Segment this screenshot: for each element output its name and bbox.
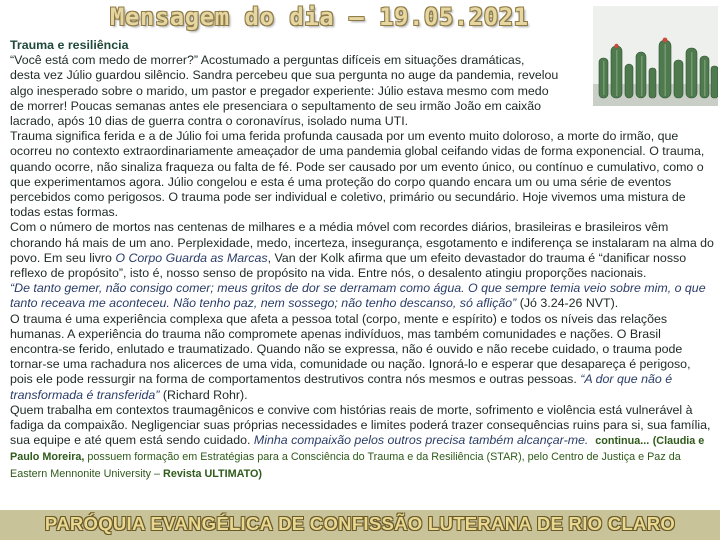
paragraph-6-italic: Minha compaixão pelos outros precisa também alcançar-me. (253, 433, 589, 448)
paragraph-1-line: “Você está com medo de morrer?” Acostumado a perguntas difíceis em situações dramáticas, (10, 53, 525, 68)
paragraph-1-line: lacrado, após 10 dias de guerra contra o coronavírus, isolado numa UTI. (10, 114, 409, 129)
paragraph-1-line: desta vez Júlio guardou silêncio. Sandra percebeu que sua pergunta no auge da pandemia, revelou (10, 68, 559, 83)
footer-text: PARÓQUIA EVANGÉLICA DE CONFISSÃO LUTERANA DE RIO CLARO (44, 513, 676, 534)
paragraph-3-text-a: Com o número de mortos nas centenas de milhares e a média móvel com recordes diários, brasileiras e brasileiros vêm chorando há mais de um ano. Perplexidade, medo, incerteza, insegurança, esgotamento e indiferença se instalaram na alma do povo. Em seu livro (10, 220, 714, 265)
paragraph-3 (10, 220, 715, 281)
rohr-quote: “A dor que não é transformada é transferida” (10, 372, 673, 402)
book-title: O Corpo Guarda as Marcas (115, 250, 268, 265)
paragraph-1 (10, 53, 715, 129)
paragraph-1-line: de morrer! Poucas semanas antes ele presenciara o sepultamento de seu irmão João em caixão (10, 98, 542, 113)
credit-magazine: Revista ULTIMATO) (163, 467, 263, 480)
rohr-reference: (Richard Rohr). (159, 387, 248, 402)
paragraph-1-line: algo inesperado sobre o marido, um pastor e pregador experiente: Júlio estava mesmo com medo (10, 83, 549, 98)
paragraph-2: Trauma significa ferida e a de Júlio foi uma ferida profunda causada por um evento muito doloroso, a morte do irmão, que ocorreu no contexto extraordinariamente ameaçador de uma pandemia global ceifando vidas de forma exponencial. O trauma, quando ocorre, não sinaliza fraqueza ou falta de fé. Pode ser causado por um evento único, ou contínuo e cumulativo, como o que experimentamos agora. Júlio congelou e esta é uma proteção do corpo quando encara um ou uma série de eventos percebidos como perigosos. O trauma pode ser individual e coletivo, primário ou secundário. Hoje vivemos uma mistura de todas estas formas. (10, 129, 705, 220)
paragraph-4 (10, 281, 715, 311)
continua-label: continua... (595, 435, 650, 448)
paragraph-5 (10, 312, 715, 403)
credit-text: possuem formação em Estratégias para a Consciência do Trauma e da Resiliência (STAR), pelo Centro de Justiça e Paz da Eastern Mennonite University – (10, 451, 681, 480)
paragraph-3-text-b: , Van der Kolk afirma que um efeito devastador do trauma é “danificar nosso reflexo de propósito”, isto é, nosso senso de propósito na vida. Entre nós, o desalento atingiu proporções nacionais. (10, 250, 687, 281)
credit-authors: (Claudia e Paulo Moreira, (10, 435, 705, 464)
bible-reference: (Jó 3.24-26 NVT). (516, 296, 619, 311)
paragraph-6 (10, 403, 715, 482)
paragraph-5-text: O trauma é uma experiência complexa que afeta a pessoa total (corpo, mente e espírito) e todos os níveis das relações humanas. A experiência do trauma não compromete apenas indivíduos, mas também comunidades e nações. O Brasil encontra-se ferido, enlutado e traumatizado. Quando não se expressa, não é ouvido e não recebe cuidado, o trauma pode tornar-se uma rachadura nos alicerces de uma vida, comunidade ou nação. Ignorá-lo e esperar que desapareça é perigoso, pois ele pode ressurgir na forma de comportamentos destrutivos contra nós mesmos e outras pessoas. (10, 311, 691, 387)
page-title: Mensagem do dia – 19.05.2021 (110, 3, 529, 31)
article (10, 38, 715, 482)
bible-quote: “De tanto gemer, não consigo comer; meus gritos de dor se derramam como água. O que sempre temia veio sobre mim, o que tanto receava me aconteceu. Não tenho paz, nem sossego; não tenho descanso, só aflição” (10, 281, 706, 311)
footer-banner (0, 510, 720, 540)
paragraph-6-text: Quem trabalha em contextos traumagênicos e convive com histórias reais de morte, sofrimento e violência está vulnerável à fadiga da compaixão. Negligenciar suas próprias necessidades e limites poderá trazer consequências ruins para si, sua família, sua equipe e até quem está sendo cuidado. (10, 402, 711, 448)
section-title: Trauma e resiliência (10, 38, 129, 52)
